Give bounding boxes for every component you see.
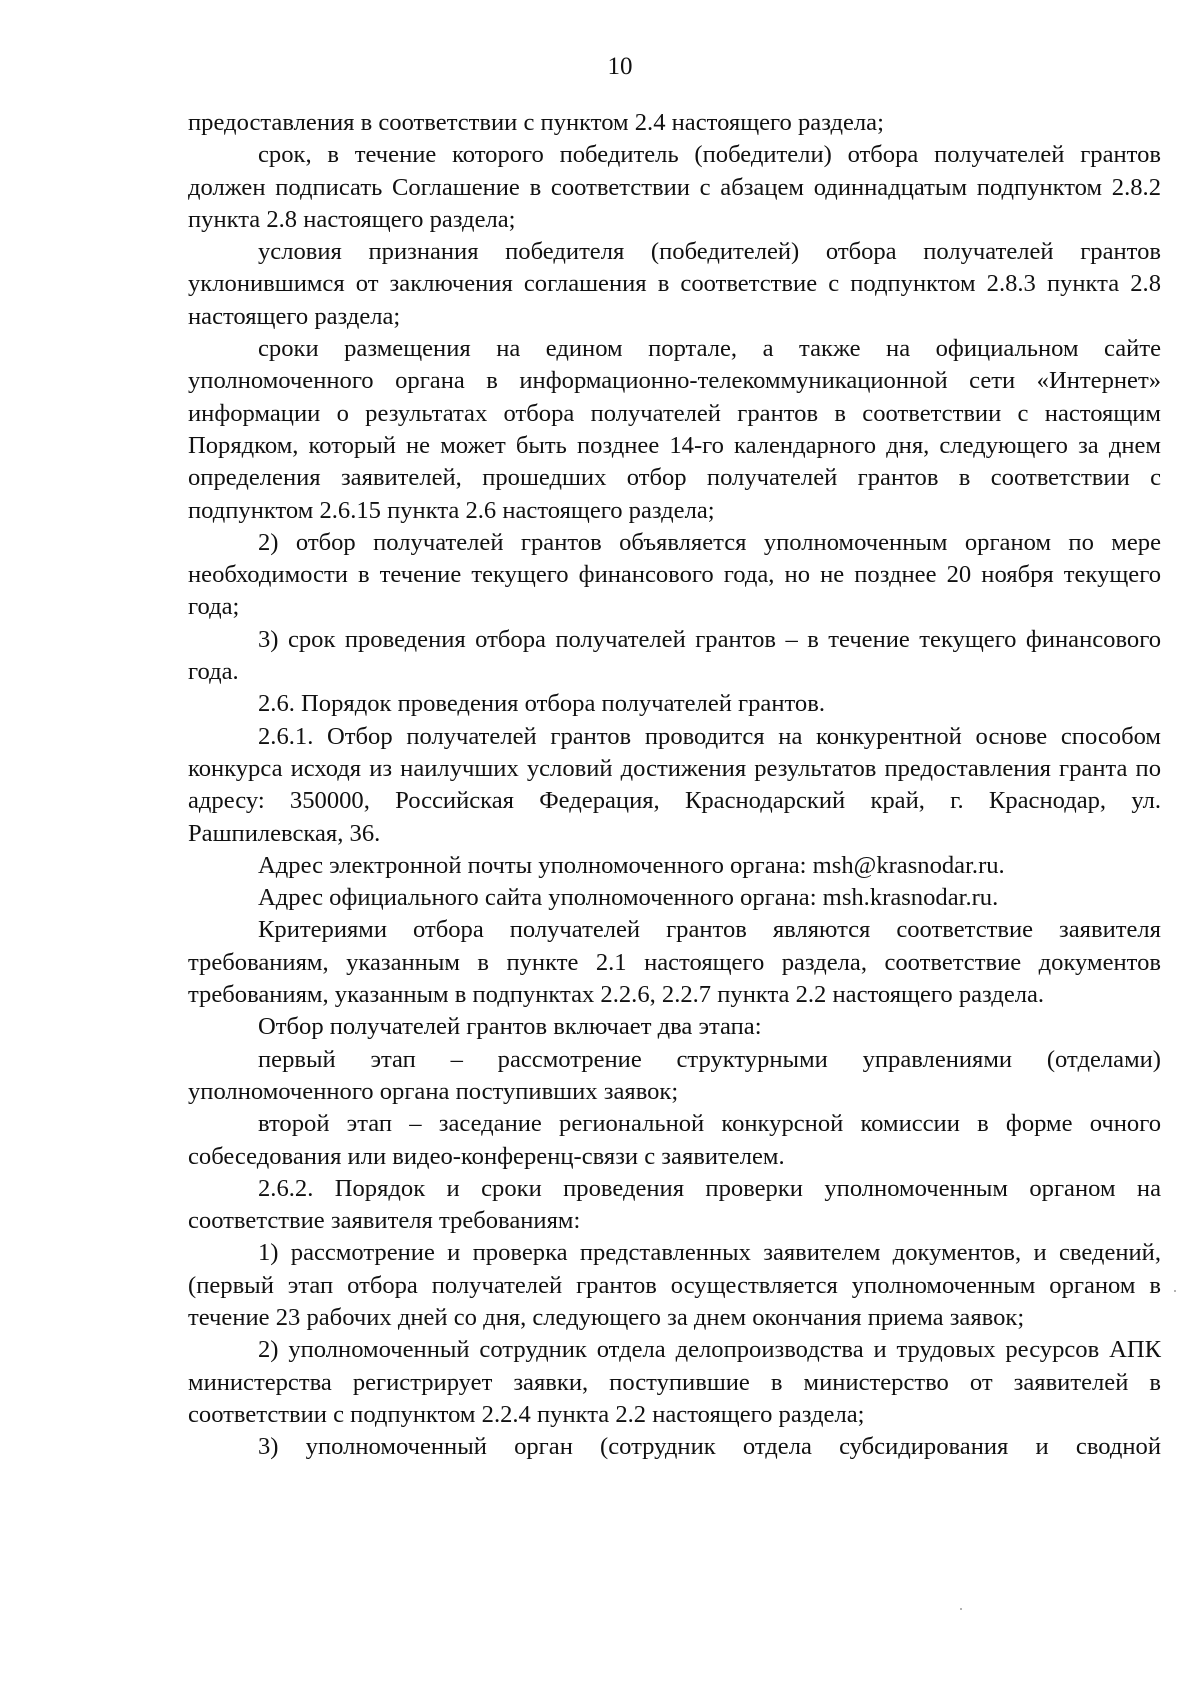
document-body [188,107,1161,1463]
paragraph-truncated: 3) уполномоченный орган (сотрудник отдела субсидирования и сводной [258,1433,1161,1461]
paragraph: срок, в течение которого победитель (победители) отбора получателей грантов должен подписать Соглашение в соответствии с абзацем одиннадцатым подпунктом 2.8.2 пункта 2.8 настоящего раздела; [188,141,1161,233]
paragraph: второй этап – заседание региональной конкурсной комиссии в форме очного собеседования или видео-конференц-связи с заявителем. [188,1110,1161,1170]
paragraph: предоставления в соответствии с пунктом 2.4 настоящего раздела; [188,109,884,136]
paragraph: Отбор получателей грантов включает два этапа: [258,1013,762,1041]
paragraph: сроки размещения на едином портале, а также на официальном сайте уполномоченного органа в информационно-телекоммуникационной сети «Интернет» информации о результатах отбора получателей грантов в соответствии с настоящим Порядком, который не может быть позднее 14-го календарного дня, следующего за днем определения заявителей, прошедших отбор получателей грантов в соответствии с подпунктом 2.6.15 пункта 2.6 настоящего раздела; [188,335,1161,524]
paragraph: первый этап – рассмотрение структурными управлениями (отделами) уполномоченного органа поступивших заявок; [188,1045,1161,1105]
paragraph: 3) срок проведения отбора получателей грантов – в течение текущего финансового года. [188,625,1161,686]
paragraph: 2.6.1. Отбор получателей грантов проводится на конкурентной основе способом конкурса исходя из наилучших условий достижения результатов предоставления гранта по адресу: 350000, Российская Федерация, Краснодарский край, г. Краснодар, ул. Рашпилевская, 36. [188,722,1161,847]
section-heading: 2.6. Порядок проведения отбора получателей грантов. [258,690,825,718]
website-address-line: Адрес официального сайта уполномоченного органа: msh.krasnodar.ru. [258,884,999,912]
page-number: 10 [607,53,633,80]
paragraph: 2) уполномоченный сотрудник отдела делопроизводства и трудовых ресурсов АПК министерства регистрирует заявки, поступившие в министерство от заявителей в соответствии с подпунктом 2.2.4 пункта 2.2 настоящего раздела; [188,1336,1161,1428]
paragraph: 2) отбор получателей грантов объявляется уполномоченным органом по мере необходимости в течение текущего финансового года, но не позднее 20 ноября текущего года; [188,528,1161,621]
paragraph: условия признания победителя (победителей) отбора получателей грантов уклонившимся от заключения соглашения в соответствие с подпунктом 2.8.3 пункта 2.8 настоящего раздела; [188,238,1161,330]
scan-speck [960,1608,962,1610]
email-address-line: Адрес электронной почты уполномоченного органа: msh@krasnodar.ru. [258,851,1005,879]
paragraph: Критериями отбора получателей грантов являются соответствие заявителя требованиям, указанным в пункте 2.1 настоящего раздела, соответствие документов требованиям, указанным в подпунктах 2.2.6, 2.2.7 пункта 2.2 настоящего раздела. [188,916,1161,1009]
paragraph: 2.6.2. Порядок и сроки проведения проверки уполномоченным органом на соответствие заявителя требованиям: [188,1174,1161,1235]
paragraph: 1) рассмотрение и проверка представленных заявителем документов, и сведений, (первый этап отбора получателей грантов осуществляется уполномоченным органом в течение 23 рабочих дней со дня, следующего за днем окончания приема заявок; [188,1239,1161,1331]
scan-speck [1174,1290,1176,1292]
